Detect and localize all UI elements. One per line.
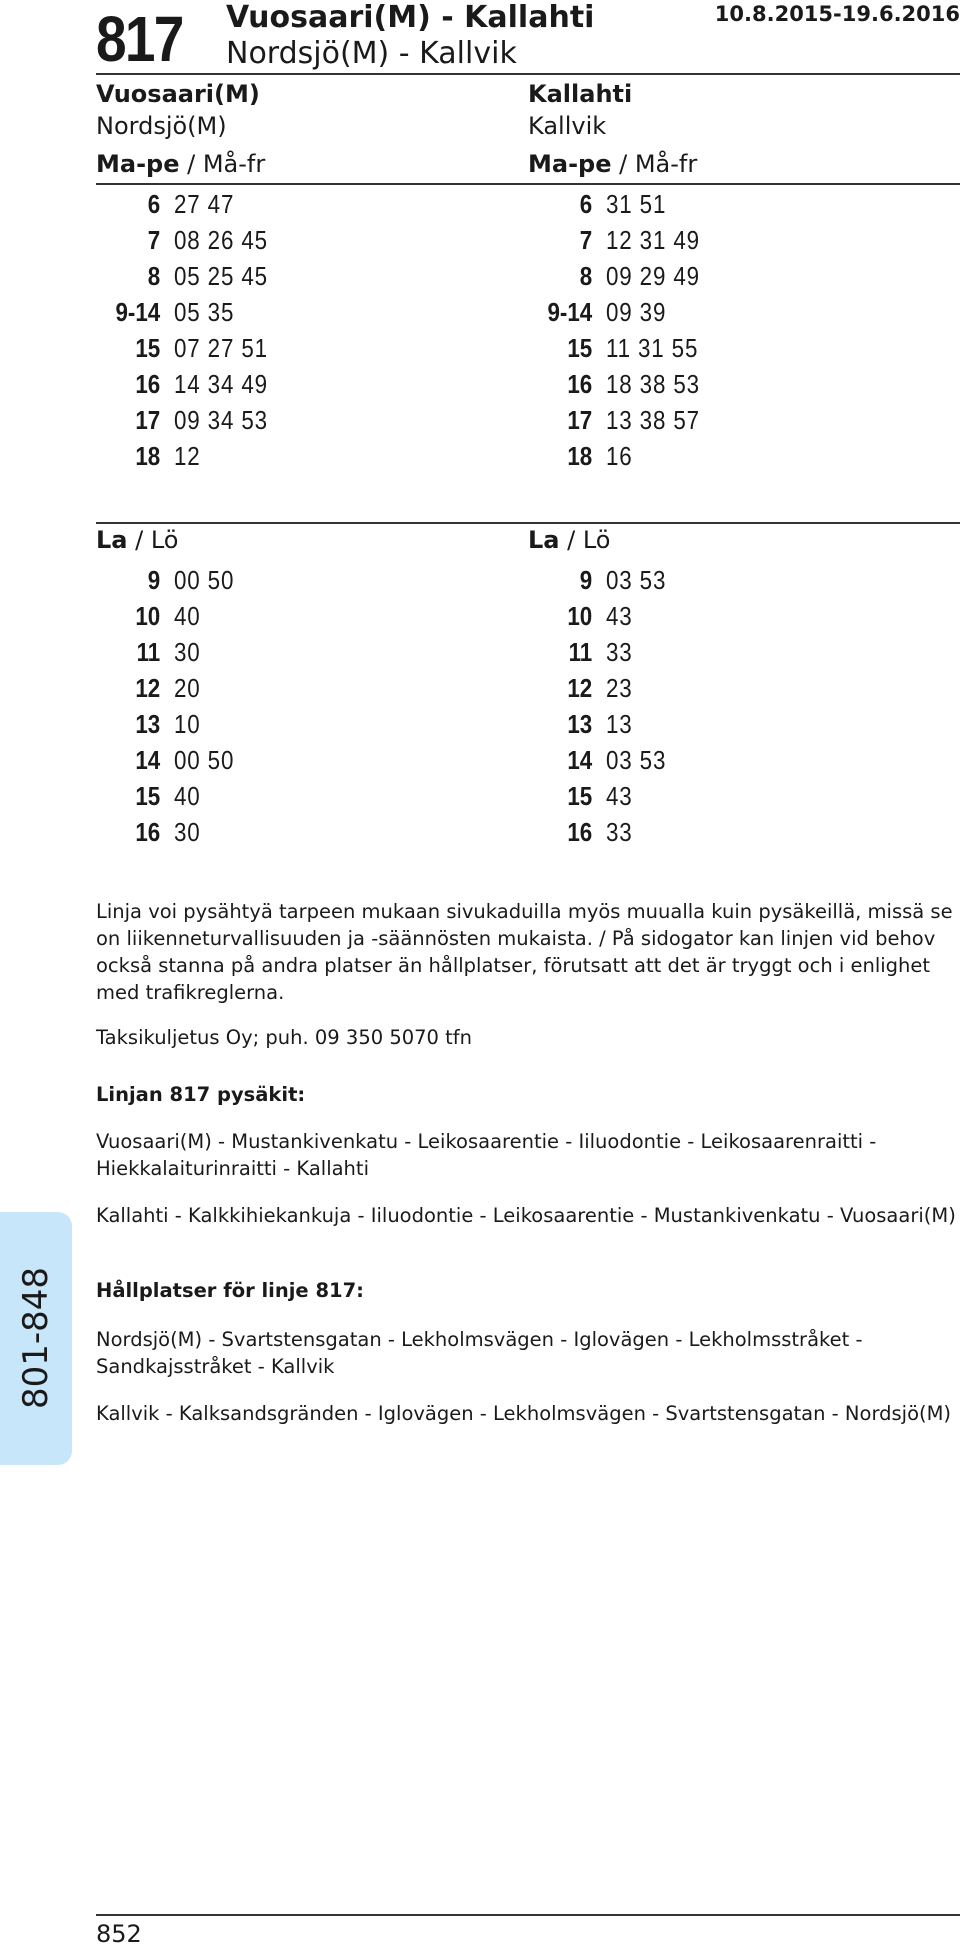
page-number: 852 bbox=[96, 1920, 142, 1948]
timetable-row bbox=[528, 330, 715, 366]
timetable-row bbox=[528, 294, 715, 330]
direction-1-stop-fi: Vuosaari(M) bbox=[96, 80, 260, 108]
hour-label: 14 bbox=[135, 745, 161, 775]
timetable-row bbox=[528, 814, 676, 850]
timetable-row bbox=[96, 562, 244, 598]
hour-label: 10 bbox=[567, 601, 593, 631]
timetable-row bbox=[528, 438, 715, 474]
departure-minutes: 05 25 45 bbox=[174, 261, 268, 291]
timetable-row bbox=[528, 222, 715, 258]
departure-minutes: 12 bbox=[174, 441, 201, 471]
departure-minutes: 33 bbox=[606, 817, 633, 847]
direction-2-weekday-label: Ma-pe / Må-fr bbox=[528, 150, 698, 178]
timetable-row bbox=[528, 778, 676, 814]
departure-minutes: 27 47 bbox=[174, 189, 235, 219]
departure-minutes: 31 51 bbox=[606, 189, 667, 219]
route-number: 817 bbox=[96, 3, 183, 75]
hour-label: 14 bbox=[567, 745, 593, 775]
departure-minutes: 14 34 49 bbox=[174, 369, 268, 399]
timetable-row bbox=[96, 258, 283, 294]
departure-minutes: 30 bbox=[174, 817, 201, 847]
hour-label: 11 bbox=[136, 637, 161, 667]
stops-inbound-fi: Kallahti - Kalkkihiekankuja - Iiluodontie - Leikosaarentie - Mustankivenkatu - Vuosaari(M) bbox=[96, 1204, 956, 1227]
timetable-row bbox=[96, 778, 244, 814]
timetable-row bbox=[528, 366, 715, 402]
route-title-fi: Vuosaari(M) - Kallahti bbox=[226, 0, 595, 35]
departure-minutes: 00 50 bbox=[174, 565, 235, 595]
hour-label: 7 bbox=[579, 225, 593, 255]
hour-label: 15 bbox=[135, 333, 161, 363]
route-range-tab bbox=[0, 1212, 72, 1465]
timetable-row bbox=[528, 562, 676, 598]
operator-info: Taksikuljetus Oy; puh. 09 350 5070 tfn bbox=[96, 1026, 473, 1049]
timetable-row bbox=[96, 814, 244, 850]
timetable-row bbox=[96, 706, 244, 742]
departure-minutes: 33 bbox=[606, 637, 633, 667]
route-range-label: 801-848 bbox=[16, 1266, 56, 1410]
departure-minutes: 09 39 bbox=[606, 297, 667, 327]
timetable-row bbox=[96, 186, 283, 222]
route-title-sv: Nordsjö(M) - Kallvik bbox=[226, 36, 517, 71]
departure-minutes: 09 29 49 bbox=[606, 261, 700, 291]
timetable-row bbox=[528, 706, 676, 742]
direction-2-saturday-label: La / Lö bbox=[528, 526, 611, 554]
stops-heading-sv: Hållplatser för linje 817: bbox=[96, 1279, 364, 1302]
hour-label: 15 bbox=[567, 333, 593, 363]
stops-outbound-fi: Vuosaari(M) - Mustankivenkatu - Leikosaarentie - Iiluodontie - Leikosaarenraitti - Hiekkalaiturinraitti - Kallahti bbox=[96, 1130, 877, 1180]
departure-minutes: 05 35 bbox=[174, 297, 235, 327]
stops-outbound-sv: Nordsjö(M) - Svartstensgatan - Lekholmsvägen - Iglovägen - Lekholmsstråket - Sandkajsstråket - Kallvik bbox=[96, 1328, 863, 1378]
hour-label: 7 bbox=[147, 225, 161, 255]
departure-minutes: 43 bbox=[606, 781, 633, 811]
direction-1-weekday-label: Ma-pe / Må-fr bbox=[96, 150, 266, 178]
timetable-row bbox=[96, 634, 244, 670]
timetable-row bbox=[96, 598, 244, 634]
departure-minutes: 23 bbox=[606, 673, 633, 703]
hour-label: 16 bbox=[567, 369, 593, 399]
departure-minutes: 10 bbox=[174, 709, 201, 739]
departure-minutes: 03 53 bbox=[606, 745, 667, 775]
hour-label: 10 bbox=[135, 601, 161, 631]
timetable-row bbox=[528, 634, 676, 670]
validity-period: 10.8.2015-19.6.2016 bbox=[714, 2, 960, 26]
stopping-note: Linja voi pysähtyä tarpeen mukaan sivukaduilla myös muualla kuin pysäkeillä, missä se on liikenneturvallisuuden ja -säännösten mukaista. / På sidogator kan linjen vid behov också stanna på andra platser än hållplatser, förutsatt att det är tryggt och i enlighet med trafikreglerna. bbox=[96, 900, 953, 1004]
direction-2-saturday-timetable bbox=[528, 562, 676, 850]
hour-label: 16 bbox=[135, 369, 161, 399]
hour-label: 12 bbox=[567, 673, 593, 703]
hour-label: 9 bbox=[147, 565, 161, 595]
hour-label: 9-14 bbox=[115, 297, 161, 327]
departure-minutes: 40 bbox=[174, 781, 201, 811]
direction-1-saturday-timetable bbox=[96, 562, 244, 850]
departure-minutes: 43 bbox=[606, 601, 633, 631]
stops-heading-fi: Linjan 817 pysäkit: bbox=[96, 1083, 306, 1106]
hour-label: 17 bbox=[567, 405, 593, 435]
direction-2-stop-fi: Kallahti bbox=[528, 80, 633, 108]
hour-label: 9-14 bbox=[547, 297, 593, 327]
hour-label: 6 bbox=[579, 189, 593, 219]
direction-2-weekday-timetable bbox=[528, 186, 715, 474]
saturday-divider bbox=[96, 522, 960, 524]
timetable-row bbox=[528, 742, 676, 778]
timetable-row bbox=[96, 366, 283, 402]
departure-minutes: 13 bbox=[606, 709, 633, 739]
timetable-row bbox=[528, 258, 715, 294]
direction-2-stop-sv: Kallvik bbox=[528, 112, 607, 140]
timetable-row bbox=[96, 670, 244, 706]
timetable-row bbox=[96, 742, 244, 778]
hour-label: 9 bbox=[579, 565, 593, 595]
departure-minutes: 18 38 53 bbox=[606, 369, 700, 399]
timetable-row bbox=[96, 438, 283, 474]
timetable-row bbox=[528, 402, 715, 438]
direction-1-stop-sv: Nordsjö(M) bbox=[96, 112, 227, 140]
hour-label: 13 bbox=[135, 709, 161, 739]
hour-label: 11 bbox=[568, 637, 593, 667]
timetable-row bbox=[96, 294, 283, 330]
stops-inbound-sv: Kallvik - Kalksandsgränden - Iglovägen - Lekholmsvägen - Svartstensgatan - Nordsjö(M) bbox=[96, 1402, 952, 1425]
departure-minutes: 12 31 49 bbox=[606, 225, 700, 255]
timetable-row bbox=[96, 330, 283, 366]
departure-minutes: 16 bbox=[606, 441, 633, 471]
departure-minutes: 07 27 51 bbox=[174, 333, 268, 363]
hour-label: 17 bbox=[135, 405, 161, 435]
departure-minutes: 09 34 53 bbox=[174, 405, 268, 435]
header-divider bbox=[96, 73, 960, 75]
timetable-row bbox=[528, 186, 715, 222]
footer-divider bbox=[96, 1914, 960, 1916]
hour-label: 8 bbox=[579, 261, 593, 291]
timetable-row bbox=[528, 670, 676, 706]
departure-minutes: 11 31 55 bbox=[606, 333, 699, 363]
departure-minutes: 40 bbox=[174, 601, 201, 631]
hour-label: 16 bbox=[135, 817, 161, 847]
hour-label: 15 bbox=[567, 781, 593, 811]
timetable-row bbox=[96, 222, 283, 258]
hour-label: 12 bbox=[135, 673, 161, 703]
departure-minutes: 08 26 45 bbox=[174, 225, 268, 255]
hour-label: 13 bbox=[567, 709, 593, 739]
hour-label: 6 bbox=[147, 189, 161, 219]
timetable-row bbox=[528, 598, 676, 634]
departure-minutes: 00 50 bbox=[174, 745, 235, 775]
departure-minutes: 30 bbox=[174, 637, 201, 667]
departure-minutes: 20 bbox=[174, 673, 201, 703]
departure-minutes: 03 53 bbox=[606, 565, 667, 595]
hour-label: 18 bbox=[135, 441, 161, 471]
timetable-row bbox=[96, 402, 283, 438]
hour-label: 15 bbox=[135, 781, 161, 811]
direction-1-weekday-timetable bbox=[96, 186, 283, 474]
weekday-divider bbox=[96, 183, 960, 185]
hour-label: 8 bbox=[147, 261, 161, 291]
hour-label: 18 bbox=[567, 441, 593, 471]
hour-label: 16 bbox=[567, 817, 593, 847]
direction-1-saturday-label: La / Lö bbox=[96, 526, 179, 554]
departure-minutes: 13 38 57 bbox=[606, 405, 700, 435]
